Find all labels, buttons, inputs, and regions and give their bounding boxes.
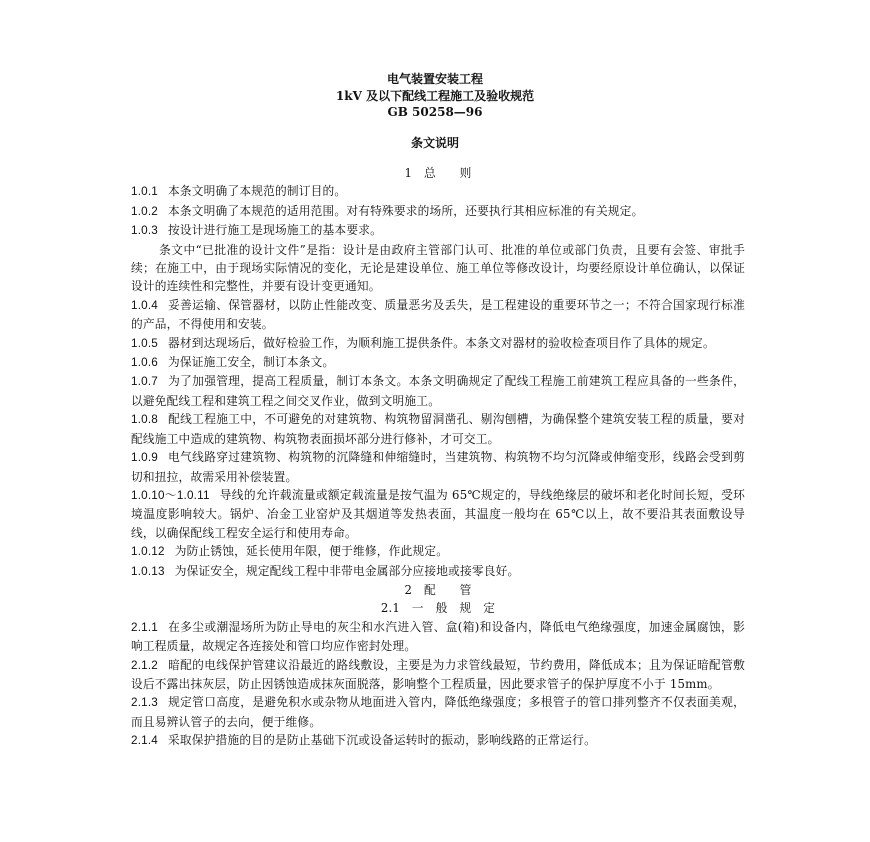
clause-number: 1.0.4	[131, 298, 158, 312]
clause-1-0-9	[131, 448, 745, 486]
clause-text: 导线的允许载流量或额定载流量是按气温为 65℃规定的，导线绝缘层的破坏和老化时间长短，受环境温度影响较大。锅炉、冶金工业窑炉及其烟道等发热表面，其温度一般均在 65℃以上，故不要沿其表面敷设导线，以确保配线工程安全运行和使用寿命。	[131, 487, 745, 540]
clause-text: 暗配的电线保护管建议沿最近的路线敷设，主要是为力求管线最短，节约费用，降低成本；且为保证暗配管敷设后不露出抹灰层，防止因锈蚀造成抹灰面脱落，影响整个工程质量，因此要求管子的保护厚度不小于 15mm。	[131, 657, 745, 691]
clause-number: 1.0.7	[131, 375, 158, 389]
clause-1-0-13	[131, 562, 745, 581]
clause-text: 器材到达现场后，做好检验工作，为顺利施工提供条件。本条文对器材的验收检查项目作了具体的规定。	[168, 335, 715, 350]
clause-number: 1.0.3	[131, 224, 158, 238]
clause-1-0-7	[131, 372, 745, 410]
clause-text: 规定管口高度，是避免积水或杂物从地面进入管内，降低绝缘强度；多根管子的管口排列整齐不仅表面美观，而且易辨认管子的去向，便于维修。	[131, 695, 745, 729]
clause-text: 电气线路穿过建筑物、构筑物的沉降缝和伸缩缝时，当建筑物、构筑物不均匀沉降或伸缩变形，线路会受到剪切和扭拉，故需采用补偿装置。	[131, 450, 745, 484]
clause-number: 1.0.9	[131, 451, 158, 465]
doc-title-line1: 电气装置安装工程	[386, 72, 483, 86]
clause-number: 1.0.6	[131, 356, 158, 370]
clause-text: 为保证安全，规定配线工程中非带电金属部分应接地或接零良好。	[174, 563, 520, 578]
clause-1-0-3	[131, 221, 745, 240]
clause-text: 本条文明确了本规范的制订目的。	[168, 184, 347, 199]
clause-number: 2.1.2	[131, 658, 158, 672]
clause-text: 为了加强管理，提高工程质量，制订本条文。本条文明确规定了配线工程施工前建筑工程应具备的一些条件，以避免配线工程和建筑工程之间交叉作业，做到文明施工。	[131, 374, 745, 408]
clause-text: 为防止锈蚀，延长使用年限，便于维修，作此规定。	[174, 544, 449, 559]
clause-2-1-3	[131, 693, 745, 731]
clause-1-0-4	[131, 296, 745, 334]
clause-number: 1.0.10～1.0.11	[131, 488, 210, 502]
clause-1-0-12	[131, 542, 745, 561]
clause-number: 2.1.4	[131, 734, 158, 748]
clause-number: 1.0.12	[131, 545, 165, 559]
clause-text: 采取保护措施的目的是防止基础下沉或设备运转时的振动，影响线路的正常运行。	[168, 733, 596, 748]
clause-text: 为保证施工安全，制订本条文。	[168, 355, 335, 370]
clause-number: 1.0.5	[131, 336, 158, 350]
clause-text: 按设计进行施工是现场施工的基本要求。	[168, 223, 382, 238]
clause-1-0-6	[131, 353, 745, 372]
clause-number: 1.0.8	[131, 413, 158, 427]
section-heading-2: 2 配 管	[404, 582, 472, 597]
clause-text: 本条文明确了本规范的适用范围。对有特殊要求的场所，还要执行其相应标准的有关规定。	[168, 203, 644, 218]
clause-number: 1.0.1	[131, 185, 158, 199]
section-heading-1: 1 总 则	[404, 166, 472, 180]
clause-text: 在多尘或潮湿场所为防止导电的灰尘和水汽进入管、盒(箱)和设备内，降低电气绝缘强度，加速金属腐蚀，影响工程质量，故规定各连接处和管口均应作密封处理。	[131, 619, 745, 654]
clause-number: 1.0.13	[131, 564, 165, 578]
document-body	[131, 164, 745, 751]
doc-title-line2: 1kV 及以下配线工程施工及验收规范	[335, 89, 535, 103]
clause-2-1-1	[131, 618, 745, 656]
clause-text: 条文中“已批准的设计文件”是指：设计是由政府主管部门认可、批准的单位或部门负责，且要有会签、审批手续；在施工中，由于现场实际情况的变化，无论是建设单位、施工单位等修改设计，均要经原设计单位确认，以保证设计的连续性和完整性，并要有设计变更通知。	[131, 242, 745, 294]
clause-text: 妥善运输、保管器材，以防止性能改变、质量恶劣及丢失，是工程建设的重要环节之一；不符合国家现行标准的产品，不得使用和安装。	[131, 297, 745, 332]
clause-1-0-8	[131, 410, 745, 448]
clause-1-0-3-note	[131, 241, 745, 296]
clause-number: 2.1.3	[131, 696, 158, 710]
clause-2-1-2	[131, 656, 745, 694]
clause-number: 1.0.2	[131, 204, 158, 218]
clause-2-1-4	[131, 731, 745, 750]
clause-1-0-10-11	[131, 486, 745, 542]
section-heading-2-1: 2.1 一 般 规 定	[380, 601, 496, 616]
clause-1-0-2	[131, 202, 745, 221]
clause-number: 2.1.1	[131, 620, 158, 634]
doc-standard-code: GB 50258—96	[387, 105, 483, 119]
clause-text: 配线工程施工中，不可避免的对建筑物、构筑物留洞凿孔、剔沟刨槽，为确保整个建筑安装工程的质量，要对配线施工中造成的建筑物、构筑物表面损坏部分进行修补，才可交工。	[131, 412, 745, 446]
clause-1-0-1	[131, 182, 745, 201]
doc-subtitle: 条文说明	[410, 136, 459, 150]
clause-1-0-5	[131, 334, 745, 353]
